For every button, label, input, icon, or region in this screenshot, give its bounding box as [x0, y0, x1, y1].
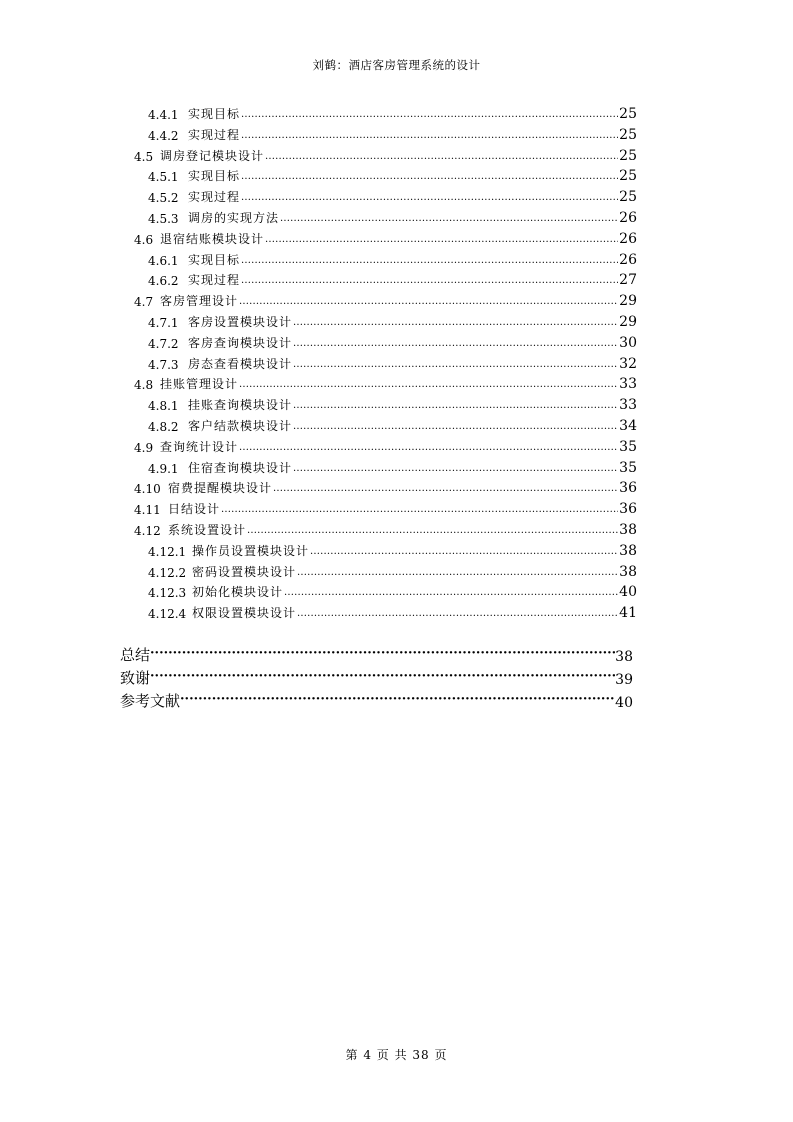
toc-entry-page: 30	[619, 334, 637, 351]
page-footer: 第 4 页 共 38 页	[345, 1048, 448, 1062]
toc-entry-number: 4.7.2	[148, 336, 179, 351]
toc-leader-dots	[241, 272, 618, 286]
toc-entry[interactable]	[148, 270, 637, 288]
toc-entry-page: 25	[619, 106, 637, 122]
toc-entry[interactable]	[134, 499, 637, 517]
toc-entry-number: 4.5	[134, 149, 154, 164]
toc-entry-title: 调房登记模块设计	[160, 148, 265, 163]
toc-leader-dots	[293, 335, 618, 349]
toc-entry-number: 4.6.2	[148, 274, 179, 289]
toc-entry-title: 挂账查询模块设计	[188, 398, 293, 413]
toc-leader-dots	[284, 584, 618, 598]
toc-entry-page: 26	[619, 230, 637, 247]
toc-leader-dots	[293, 418, 618, 432]
toc-entry-number: 4.8.2	[148, 420, 179, 434]
toc-leader-dots	[293, 356, 618, 370]
toc-entry[interactable]	[148, 354, 637, 372]
toc-leader-dots	[239, 439, 618, 453]
toc-entry-page: 25	[619, 147, 637, 164]
toc-entry-title: 实现目标	[188, 169, 241, 184]
toc-entry-title: 退宿结账模块设计	[160, 231, 265, 246]
toc-entry-number: 4.5.1	[148, 170, 179, 185]
toc-entry[interactable]	[148, 208, 637, 226]
toc-entry[interactable]	[148, 312, 637, 330]
toc-entry-page: 26	[619, 251, 637, 268]
toc-entry-page: 36	[619, 501, 637, 518]
toc-entry-page: 25	[619, 168, 637, 185]
toc-entry[interactable]	[134, 146, 637, 164]
toc-entry-number: 4.7.3	[148, 357, 179, 372]
toc-entry-title: 系统设置设计	[168, 523, 247, 537]
toc-entry-number: 4.12.3	[148, 586, 187, 601]
toc-entry-title: 实现过程	[188, 273, 241, 288]
toc-entry[interactable]	[148, 250, 637, 268]
toc-leader-dots	[241, 189, 618, 203]
toc-leader-dots	[180, 689, 615, 707]
toc-leader-dots	[273, 480, 618, 494]
toc-entry-number: 4.9.1	[148, 461, 179, 476]
toc-entry-title: 实现过程	[188, 127, 241, 142]
toc-entry-page: 40	[619, 584, 637, 601]
toc-entry-page: 38	[619, 542, 637, 559]
toc-leader-dots	[241, 168, 618, 182]
toc-entry-title: 密码设置模块设计	[192, 564, 297, 579]
toc-entry-page: 34	[619, 418, 637, 434]
toc-entry-page: 25	[619, 189, 637, 206]
toc-entry-page: 27	[619, 272, 637, 289]
toc-end-section[interactable]	[120, 645, 633, 665]
toc-entry[interactable]	[148, 458, 637, 476]
toc-entry[interactable]	[134, 374, 637, 392]
toc-entry-title: 客户结款模块设计	[188, 419, 293, 433]
toc-entry-number: 4.6	[134, 232, 154, 247]
toc-entry-page: 25	[619, 126, 637, 143]
toc-end-section-title: 致谢	[120, 669, 151, 687]
toc-entry-title: 挂账管理设计	[160, 377, 239, 392]
toc-entry-number: 4.7	[134, 295, 154, 310]
toc-entry-number: 4.5.3	[148, 212, 179, 226]
toc-entry-title: 客房查询模块设计	[188, 335, 293, 350]
toc-entry[interactable]	[148, 582, 637, 600]
toc-entry[interactable]	[134, 291, 637, 309]
toc-entry-title: 实现目标	[188, 252, 241, 267]
toc-end-section-page: 38	[615, 649, 633, 665]
toc-entry[interactable]	[134, 437, 637, 455]
toc-entry-page: 29	[619, 314, 637, 330]
toc-entry-number: 4.8.1	[148, 399, 179, 414]
toc-leader-dots	[310, 543, 618, 557]
toc-leader-dots	[150, 643, 615, 661]
toc-entry-number: 4.12.1	[148, 544, 187, 559]
toc-entry-number: 4.12	[134, 524, 161, 538]
toc-leader-dots	[280, 210, 618, 224]
toc-entry-page: 38	[619, 563, 637, 580]
toc-entry-page: 41	[619, 605, 637, 622]
toc-entry-title: 实现目标	[188, 107, 241, 121]
toc-entry[interactable]	[148, 541, 637, 559]
toc-entry-number: 4.6.1	[148, 253, 179, 268]
toc-leader-dots	[293, 314, 618, 328]
toc-entry-title: 查询统计设计	[160, 439, 239, 454]
toc-entry-number: 4.11	[134, 503, 161, 518]
toc-leader-dots	[241, 252, 618, 266]
toc-leader-dots	[241, 127, 618, 141]
toc-entry-number: 4.4.1	[148, 108, 179, 122]
toc-leader-dots	[293, 397, 618, 411]
toc-entry[interactable]	[148, 395, 637, 413]
toc-entry-title: 日结设计	[168, 502, 221, 517]
toc-entry-page: 38	[619, 522, 637, 538]
toc-entry[interactable]	[148, 603, 637, 621]
toc-end-section-page: 39	[615, 672, 633, 688]
toc-leader-dots	[239, 376, 618, 390]
toc-end-section[interactable]	[120, 668, 633, 688]
toc-end-section-title: 参考文献	[120, 692, 181, 710]
toc-entry-page: 33	[619, 397, 637, 414]
toc-leader-dots	[297, 564, 618, 578]
toc-entry[interactable]	[148, 333, 637, 351]
toc-entry-title: 权限设置模块设计	[192, 606, 297, 621]
toc-leader-dots	[265, 148, 618, 162]
toc-entry-number: 4.7.1	[148, 316, 179, 330]
toc-leader-dots	[247, 522, 618, 536]
toc-entry[interactable]	[148, 416, 637, 434]
toc-entry-title: 实现过程	[188, 190, 241, 205]
toc-entry-page: 35	[619, 438, 637, 455]
toc-entry-title: 客房设置模块设计	[188, 315, 293, 329]
toc-entry[interactable]	[148, 166, 637, 184]
toc-entry-page: 32	[619, 355, 637, 372]
toc-entry-page: 26	[619, 210, 637, 226]
toc-entry-title: 宿费提醒模块设计	[168, 481, 273, 496]
toc-leader-dots	[297, 605, 618, 619]
toc-leader-dots	[221, 501, 618, 515]
toc-entry-number: 4.12.4	[148, 607, 187, 622]
toc-entry[interactable]	[134, 229, 637, 247]
toc-end-section-page: 40	[615, 695, 633, 711]
toc-entry-page: 36	[619, 480, 637, 497]
toc-entry[interactable]	[148, 187, 637, 205]
toc-entry-number: 4.10	[134, 482, 161, 497]
toc-entry-title: 住宿查询模块设计	[188, 460, 293, 475]
toc-entry-page: 29	[619, 293, 637, 310]
toc-leader-dots	[241, 106, 618, 120]
toc-entry-page: 35	[619, 459, 637, 476]
toc-entry-title: 调房的实现方法	[188, 211, 280, 225]
toc-entry-title: 客房管理设计	[160, 294, 239, 309]
toc-entry[interactable]	[148, 104, 637, 122]
toc-leader-dots	[293, 460, 618, 474]
toc-end-section-title: 总结	[120, 646, 151, 664]
toc-entry[interactable]	[148, 562, 637, 580]
toc-end-section[interactable]	[120, 691, 633, 711]
toc-entry[interactable]	[134, 478, 637, 496]
toc-leader-dots	[265, 231, 618, 245]
toc-entry-page: 33	[619, 376, 637, 393]
toc-entry-title: 房态查看模块设计	[188, 356, 293, 371]
running-header: 刘鹤：酒店客房管理系统的设计	[312, 58, 481, 72]
toc-entry-number: 4.9	[134, 440, 154, 455]
toc-entry-number: 4.8	[134, 378, 154, 393]
toc-entry-title: 初始化模块设计	[192, 585, 284, 600]
toc-entry-number: 4.5.2	[148, 191, 179, 206]
toc-entry-number: 4.12.2	[148, 565, 187, 580]
toc-entry[interactable]	[134, 520, 637, 538]
toc-leader-dots	[239, 293, 618, 307]
toc-entry-title: 操作员设置模块设计	[192, 543, 310, 558]
toc-entry-number: 4.4.2	[148, 128, 179, 143]
toc-leader-dots	[150, 666, 615, 684]
toc-entry[interactable]	[148, 125, 637, 143]
